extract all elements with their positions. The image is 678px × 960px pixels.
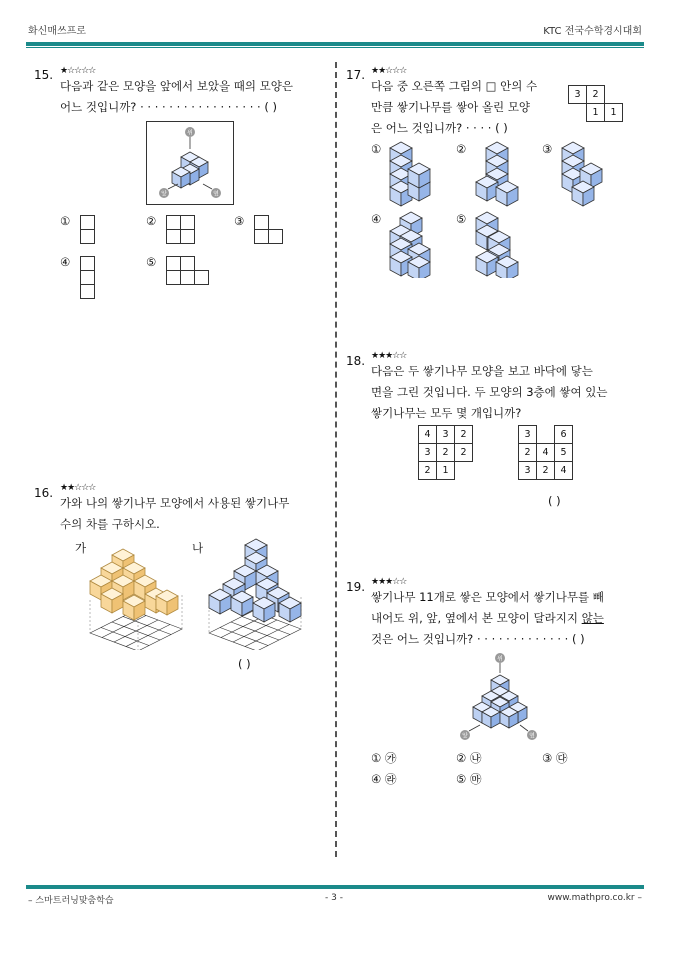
- q15-option-3[interactable]: ③: [234, 214, 245, 228]
- q15-option-3-shape: [254, 215, 283, 244]
- q16-label-a: 가: [75, 541, 87, 555]
- q17-line3: 은 어느 것입니까? · · · · ( ): [371, 121, 508, 135]
- top-rule: [26, 42, 644, 46]
- q16-figure-a: [86, 545, 186, 650]
- q18b-cell: 2: [537, 462, 555, 480]
- q17-cell: 2: [587, 86, 605, 104]
- top-rule-thin: [26, 47, 644, 48]
- q15-option-1-shape: [80, 215, 95, 244]
- q16-answer[interactable]: ( ): [238, 657, 251, 671]
- q19-top-label: 위: [497, 655, 503, 663]
- q17-line2: 만큼 쌓기나무를 쌓아 올린 모양: [371, 100, 531, 114]
- q18-line1: 다음은 두 쌓기나무 모양을 보고 바닥에 닿는: [371, 364, 593, 378]
- q16-line1: 가와 나의 쌓기나무 모양에서 사용된 쌓기나무: [60, 496, 290, 510]
- q19-side-label: 옆: [529, 732, 535, 740]
- q18-answer[interactable]: ( ): [548, 494, 561, 508]
- q16-label-b: 나: [192, 541, 204, 555]
- q18a-cell: 2: [455, 426, 473, 444]
- q19-number: 19.: [346, 580, 366, 594]
- q19-underline: 않는: [581, 611, 604, 625]
- q15-option-4[interactable]: ④: [60, 255, 71, 269]
- q17-number: 17.: [346, 68, 366, 82]
- q17-cell: 1: [605, 104, 623, 122]
- q18a-cell-empty: [455, 462, 473, 480]
- q16-stars: ★★☆☆☆: [60, 483, 96, 493]
- bottom-rule: [26, 885, 644, 889]
- q15-figure: [146, 121, 234, 205]
- q15-option-5[interactable]: ⑤: [146, 255, 157, 269]
- q18a-cell: 3: [419, 444, 437, 462]
- q17-option-5-figure: [472, 210, 522, 278]
- q19-stars: ★★★☆☆: [371, 577, 407, 587]
- q19-option-3[interactable]: ③ ㉰: [542, 751, 568, 765]
- page-number: - 3 -: [325, 893, 343, 903]
- q17-cell: 3: [569, 86, 587, 104]
- q17-option-5[interactable]: ⑤: [456, 212, 467, 226]
- q17-option-4-figure: [386, 210, 436, 278]
- q15-option-5-shape: [166, 256, 209, 285]
- q19-line1: 쌓기나무 11개로 쌓은 모양에서 쌓기나무를 빼: [371, 590, 604, 604]
- q15-number: 15.: [34, 68, 54, 82]
- q18b-cell-empty: [537, 426, 555, 444]
- q17-grid: [568, 85, 623, 122]
- q18-line2: 면을 그린 것입니다. 두 모양의 3층에 쌓여 있는: [371, 385, 608, 399]
- header-right: KTC 전국수학경시대회: [543, 26, 642, 37]
- q17-cell: 1: [587, 104, 605, 122]
- q18-number: 18.: [346, 354, 366, 368]
- q16-line2: 수의 차를 구하시오.: [60, 517, 160, 531]
- q16-figure-b: [205, 537, 305, 650]
- q19-line2-wrap: [371, 608, 604, 629]
- header-left: 화신매쓰프로: [28, 26, 86, 37]
- q15-option-1[interactable]: ①: [60, 214, 71, 228]
- q19-option-1[interactable]: ① ㉮: [371, 751, 397, 765]
- footer-left: – 스마트러닝맞춤학습: [28, 896, 114, 906]
- q18-stars: ★★★☆☆: [371, 351, 407, 361]
- q18b-cell: 6: [555, 426, 573, 444]
- q18b-cell: 4: [537, 444, 555, 462]
- q18-line3: 쌓기나무는 모두 몇 개입니까?: [371, 406, 522, 420]
- q15-side-label: 옆: [213, 190, 219, 198]
- q18a-cell: 2: [419, 462, 437, 480]
- q19-line3: 것은 어느 것입니까? · · · · · · · · · · · · · ( ): [371, 632, 585, 646]
- q15-option-2-shape: [166, 215, 195, 244]
- q15-option-4-shape: [80, 256, 95, 299]
- q18b-cell: 2: [519, 444, 537, 462]
- q19-option-2[interactable]: ② ㉯: [456, 751, 482, 765]
- q19-figure: [454, 651, 544, 743]
- q18b-cell: 3: [519, 462, 537, 480]
- q19-option-4[interactable]: ④ ㉱: [371, 772, 397, 786]
- column-divider: [335, 62, 337, 857]
- q19-option-5[interactable]: ⑤ ㉲: [456, 772, 482, 786]
- q17-stars: ★★☆☆☆: [371, 66, 407, 76]
- q17-cell-empty: [605, 86, 623, 104]
- q17-option-4[interactable]: ④: [371, 212, 382, 226]
- q15-top-label: 위: [187, 129, 193, 137]
- q17-line1: 다음 중 오른쪽 그림의 □ 안의 수: [371, 79, 538, 93]
- q18a-cell: 1: [437, 462, 455, 480]
- q15-line1: 다음과 같은 모양을 앞에서 보았을 때의 모양은: [60, 79, 294, 93]
- q15-line2: 어느 것입니까? · · · · · · · · · · · · · · · · · ( ): [60, 100, 277, 114]
- q19-front-label: 앞: [462, 732, 468, 740]
- q17-option-2-figure: [472, 140, 522, 208]
- q17-cell-empty: [569, 104, 587, 122]
- footer-right: www.mathpro.co.kr –: [547, 893, 642, 903]
- q17-option-3[interactable]: ③: [542, 142, 553, 156]
- q15-front-label: 앞: [161, 190, 167, 198]
- q17-option-2[interactable]: ②: [456, 142, 467, 156]
- q18b-cell: 4: [555, 462, 573, 480]
- q17-option-1[interactable]: ①: [371, 142, 382, 156]
- q18a-cell: 3: [437, 426, 455, 444]
- q19-line2: 내어도 위, 앞, 옆에서 본 모양이 달라지지: [371, 611, 578, 625]
- q17-option-3-figure: [558, 140, 608, 208]
- q15-option-2[interactable]: ②: [146, 214, 157, 228]
- q18a-cell: 2: [455, 444, 473, 462]
- q18-grid-a: [418, 425, 473, 480]
- q18-grid-b: [518, 425, 573, 480]
- q18b-cell: 5: [555, 444, 573, 462]
- q18a-cell: 4: [419, 426, 437, 444]
- q18b-cell: 3: [519, 426, 537, 444]
- q17-option-1-figure: [386, 140, 436, 208]
- q16-number: 16.: [34, 486, 54, 500]
- q15-stars: ★☆☆☆☆: [60, 66, 96, 76]
- q18a-cell: 2: [437, 444, 455, 462]
